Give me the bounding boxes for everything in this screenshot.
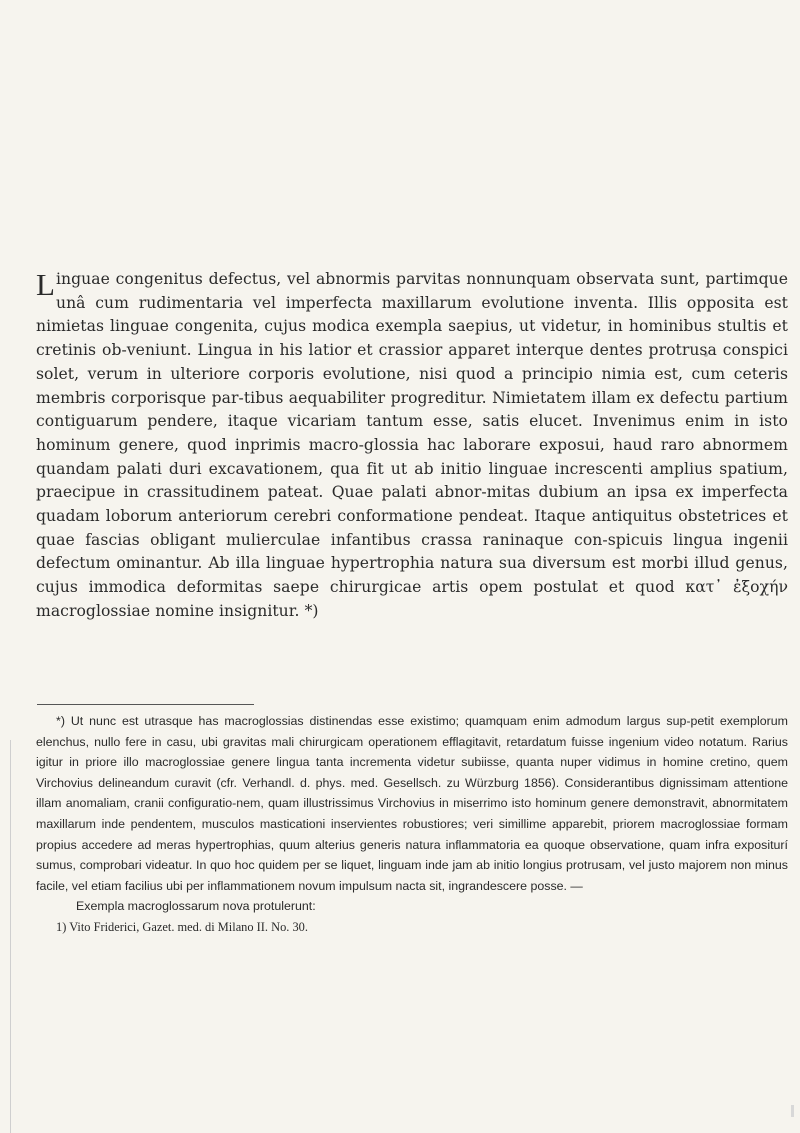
page-edge-mark [791,1105,794,1117]
examples-heading: Exempla macroglossarum nova protulerunt: [76,899,316,914]
footnote [36,711,788,938]
footnote-text: *) Ut nunc est utrasque has macroglossias distinendas esse existimo; quamquam enim admodum largus sup-petit exemplorum elenchus, nullo fere in casu, ubi gravitas mali chirurgicam operationem efflagitavit, retardatum fuisse ingenium video notatum. Rarius igitur in priore illo macroglossiae genere lingua tanta incrementa videtur subiisse, quanta nuper vidimus in homine cretino, quem Virchovius delineandum curavit (cfr. Verhandl. d. phys. med. Gesellsch. zu Würzburg 1856). Considerantibus dignissimam attentione illam anomaliam, cranii configuratio-nem, quam illustrissimus Virchovius in miserrimo isto hominum genere demonstravit, abnormitatem maxillarum inde pendentem, musculos masticationi inservientes robustiores; veri simillime apparebit, priorem macroglossiae formam propius accedere ad meras hypertrophias, quum alterius generis natura inflammatoria ea quoque observatione, quam infra expositurí sumus, comprobari videatur. In quo hoc quidem per se liquet, linguam inde jam ab initio longius protrusam, vel justo majorem non minus facile, vel etiam facilius ubi per inflammationem novum impulsum nacta sit, ingrandescere posse. — [36,714,788,893]
footnote-separator-rule [37,704,254,705]
main-paragraph-text: inguae congenitus defectus, vel abnormis parvitas nonnunquam observata sunt, partimque unâ cum rudimentaria vel imperfecta maxillarum evolutione inventa. Illis opposita est nimietas linguae congenita, cujus modica exempla saepius, ut videtur, in hominibus stultis et cretinis ob-veniunt. Lingua in his latior et crassior apparet interque dentes protrusa conspici solet, verum in ulteriore corporis evolutione, nisi quod a principio nimia est, cum ceteris membris corporisque par-tibus aequabiliter progreditur. Nimietatem illam ex defectu partium contiguarum pendere, itaque vicariam tantum esse, satis elucet. Invenimus enim in isto hominum genere, quod inprimis macro-glossia hac laborare exposui, haud raro abnormem quandam palati duri excavationem, qua fit ut ab initio linguae increscenti amplius spatium, praecipue in crassitudinem pateat. Quae palati abnor-mitas dubium an ipsa ex imperfecta quadam loborum anteriorum cerebri conformatione pendeat. Itaque antiquitus obstetrices et quae fascias obligant mulierculae infantibus crassa raninaque con-spicuis lingua ingenii defectum ominantur. Ab illa linguae hypertrophia natura sua diversum est morbi illud genus, cujus immodica deformitas saepe chirurgicae artis opem postulat et quod κατ᾽ ἐξοχήν macroglossiae nomine insignitur. *) [36,270,788,620]
binding-edge-line [10,740,11,1133]
drop-capital: L [36,267,55,302]
example-item-1: 1) Vito Friderici, Gazet. med. di Milano II. No. 30. [56,919,308,934]
main-paragraph [36,268,788,624]
